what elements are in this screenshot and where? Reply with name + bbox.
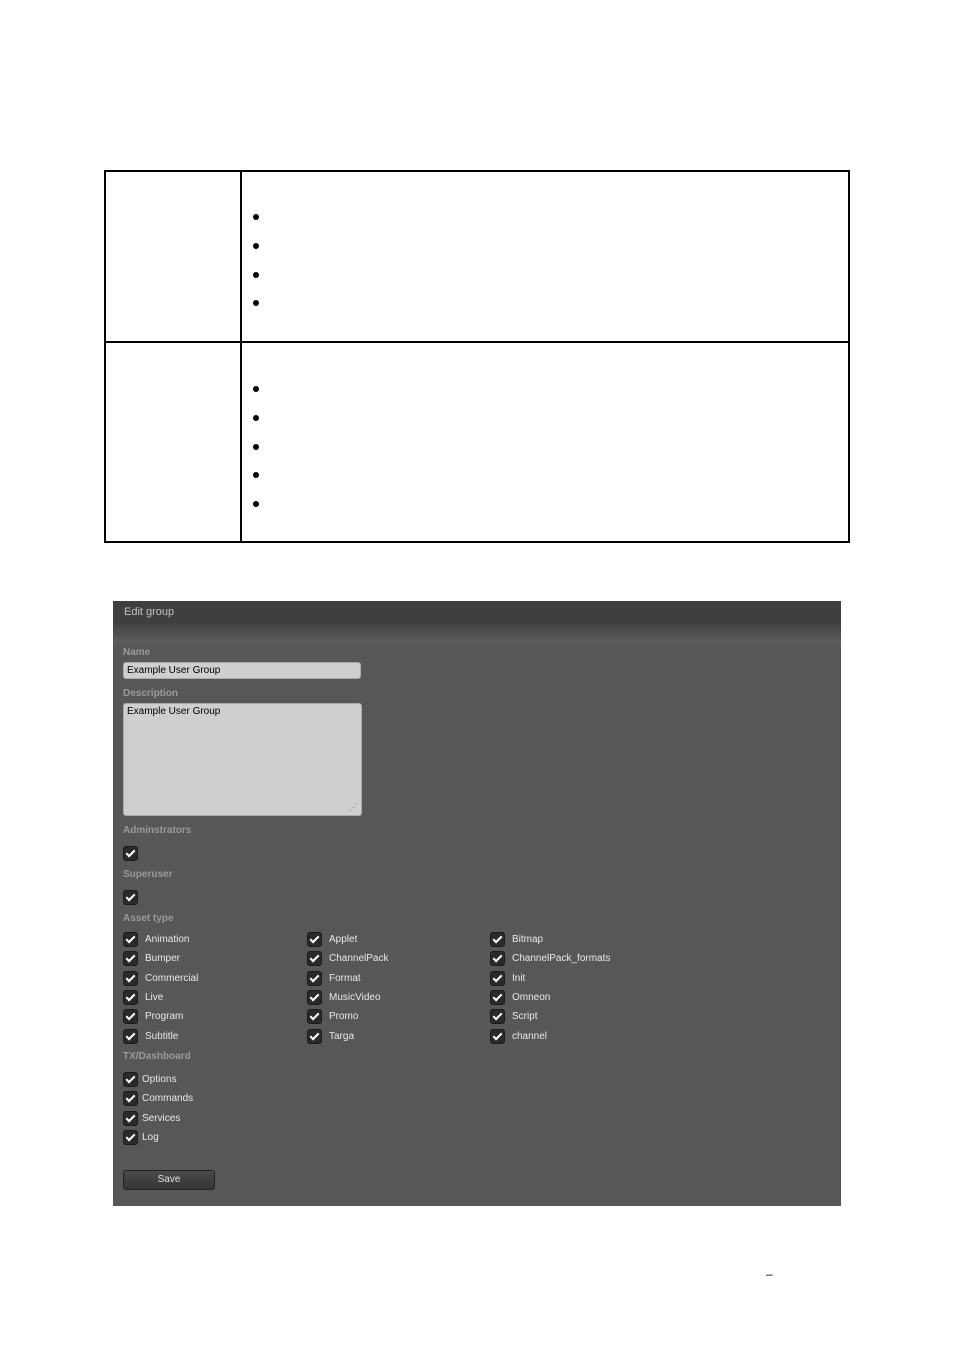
asset-type-label-item: Init	[512, 973, 526, 984]
administrators-checkbox[interactable]	[123, 846, 138, 861]
page-mark: –	[766, 1267, 773, 1281]
asset-type-checkbox[interactable]	[307, 971, 322, 986]
tx-dashboard-item-label: Services	[142, 1113, 181, 1124]
bullet-list	[242, 376, 848, 520]
list-item	[242, 204, 848, 233]
description-field[interactable]	[123, 703, 362, 816]
table-cell	[105, 342, 241, 542]
table-row	[105, 342, 849, 542]
tx-dashboard-checkbox[interactable]	[123, 1130, 138, 1145]
superuser-label: Superuser	[123, 869, 173, 880]
asset-type-checkbox[interactable]	[123, 1029, 138, 1044]
asset-type-checkbox[interactable]	[307, 1009, 322, 1024]
asset-type-label-item: Commercial	[145, 973, 199, 984]
asset-type-checkbox[interactable]	[490, 932, 505, 947]
description-value: Example User Group	[127, 706, 221, 717]
asset-type-checkbox[interactable]	[307, 990, 322, 1005]
table-cell	[241, 171, 849, 342]
asset-type-label-item: Omneon	[512, 992, 551, 1003]
tx-dashboard-checkbox[interactable]	[123, 1091, 138, 1106]
asset-type-checkbox[interactable]	[490, 971, 505, 986]
asset-type-label-item: Program	[145, 1011, 184, 1022]
list-item	[242, 462, 848, 491]
asset-type-label-item: Script	[512, 1011, 538, 1022]
asset-type-label-item: Bitmap	[512, 934, 544, 945]
table-cell	[105, 171, 241, 342]
resize-grip-icon[interactable]: ⋰	[349, 802, 358, 812]
tx-dashboard-checkbox[interactable]	[123, 1111, 138, 1126]
asset-type-label-item: MusicVideo	[329, 992, 381, 1003]
asset-type-checkbox[interactable]	[123, 971, 138, 986]
asset-type-label-item: ChannelPack_formats	[512, 953, 611, 964]
asset-type-label-item: Subtitle	[145, 1031, 179, 1042]
tx-dashboard-item-label: Log	[142, 1132, 159, 1143]
list-item	[242, 262, 848, 291]
document-table	[104, 170, 850, 543]
asset-type-label-item: Live	[145, 992, 164, 1003]
tx-dashboard-item-label: Options	[142, 1074, 177, 1085]
asset-type-checkbox[interactable]	[307, 932, 322, 947]
tx-dashboard-item-label: Commands	[142, 1093, 194, 1104]
asset-type-checkbox[interactable]	[123, 990, 138, 1005]
asset-type-label-item: Format	[329, 973, 361, 984]
description-label: Description	[123, 688, 179, 699]
edit-group-panel	[113, 601, 841, 1206]
asset-type-checkbox[interactable]	[307, 951, 322, 966]
asset-type-checkbox[interactable]	[490, 951, 505, 966]
list-item	[242, 405, 848, 434]
asset-type-label-item: Bumper	[145, 953, 181, 964]
list-item	[242, 233, 848, 262]
list-item	[242, 290, 848, 319]
list-item	[242, 491, 848, 520]
asset-type-checkbox[interactable]	[490, 1029, 505, 1044]
asset-type-label-item: Promo	[329, 1011, 359, 1022]
list-item	[242, 376, 848, 405]
asset-type-checkbox[interactable]	[490, 1009, 505, 1024]
asset-type-checkbox[interactable]	[123, 1009, 138, 1024]
asset-type-label: Asset type	[123, 913, 174, 924]
asset-type-label-item: Targa	[329, 1031, 355, 1042]
table-cell	[241, 342, 849, 542]
asset-type-label-item: ChannelPack	[329, 953, 389, 964]
table-row	[105, 171, 849, 342]
asset-type-checkbox[interactable]	[307, 1029, 322, 1044]
list-item	[242, 434, 848, 463]
panel-subheader	[113, 624, 841, 644]
name-label: Name	[123, 647, 151, 658]
tx-dashboard-checkbox[interactable]	[123, 1072, 138, 1087]
name-field[interactable]: Example User Group	[123, 662, 361, 679]
asset-type-label-item: Animation	[145, 934, 190, 945]
tx-dashboard-label: TX/Dashboard	[123, 1051, 191, 1062]
asset-type-checkbox[interactable]	[123, 951, 138, 966]
asset-type-label-item: channel	[512, 1031, 548, 1042]
asset-type-label-item: Applet	[329, 934, 358, 945]
bullet-list	[242, 204, 848, 319]
asset-type-checkbox[interactable]	[123, 932, 138, 947]
asset-type-checkbox[interactable]	[490, 990, 505, 1005]
superuser-checkbox[interactable]	[123, 890, 138, 905]
panel-title: Edit group	[113, 601, 841, 624]
administrators-label: Adminstrators	[123, 825, 192, 836]
save-button[interactable]: Save	[123, 1170, 215, 1190]
